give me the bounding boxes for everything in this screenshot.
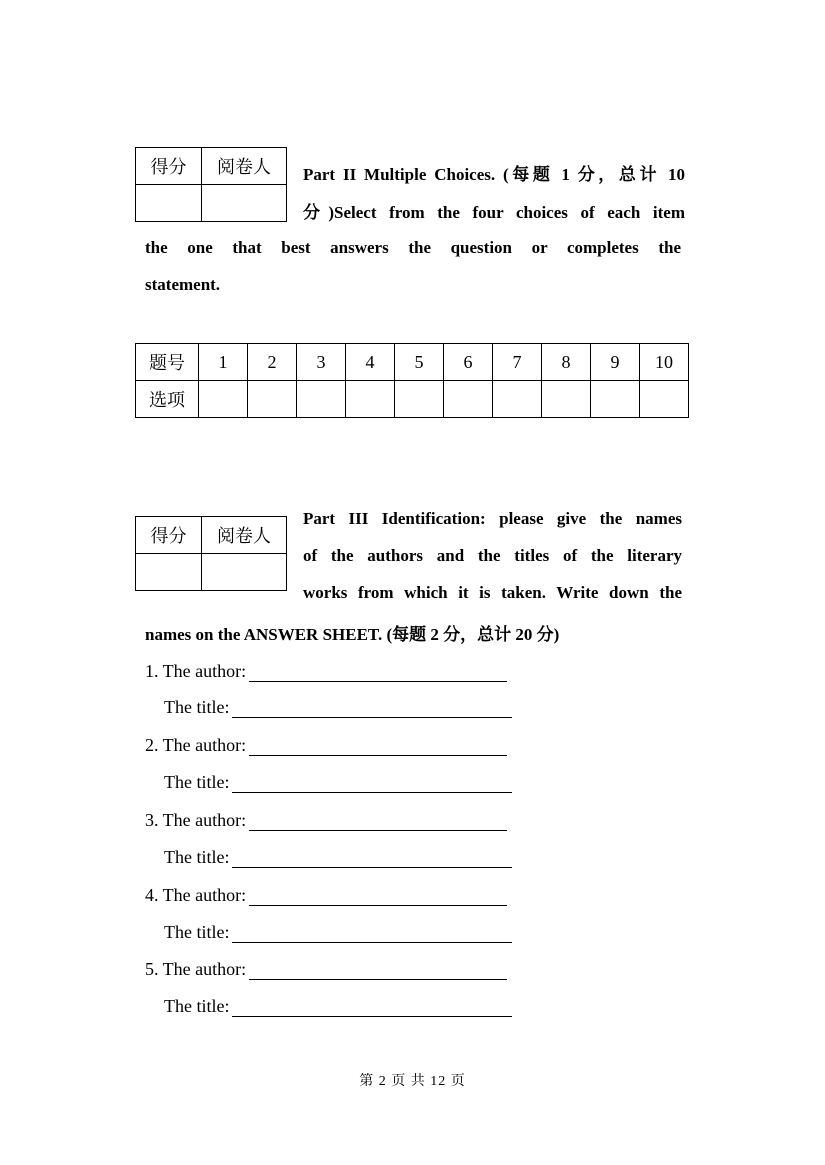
- item-4-title: [164, 922, 512, 943]
- title-answer-blank[interactable]: [232, 924, 512, 943]
- question-number: 7: [493, 344, 542, 381]
- answer-cell[interactable]: [395, 381, 444, 418]
- question-number: 3: [297, 344, 346, 381]
- grader-label: 阅卷人: [202, 517, 287, 554]
- question-number: 8: [542, 344, 591, 381]
- title-label: The title:: [164, 847, 230, 867]
- item-5-title: [164, 996, 512, 1017]
- author-label: 5. The author:: [145, 959, 247, 979]
- author-answer-blank[interactable]: [249, 961, 507, 980]
- page-footer: 第 2 页 共 12 页: [359, 1074, 466, 1089]
- question-number: 6: [444, 344, 493, 381]
- question-number: 10: [640, 344, 689, 381]
- part2-score-box: [135, 147, 287, 222]
- question-number: 2: [248, 344, 297, 381]
- title-answer-blank[interactable]: [232, 774, 512, 793]
- author-label: 3. The author:: [145, 810, 247, 830]
- item-2-title: [164, 772, 512, 793]
- author-answer-blank[interactable]: [249, 887, 507, 906]
- author-label: 2. The author:: [145, 735, 247, 755]
- part3-heading-line4: names on the ANSWER SHEET. (每题 2 分，总计 20 分): [145, 625, 560, 644]
- part2-heading-line1: Part II Multiple Choices. (每题 1 分，总计 10: [303, 165, 685, 184]
- author-answer-blank[interactable]: [249, 663, 507, 682]
- answer-cell[interactable]: [493, 381, 542, 418]
- question-number: 1: [199, 344, 248, 381]
- title-label: The title:: [164, 697, 230, 717]
- answer-cell[interactable]: [297, 381, 346, 418]
- title-label: The title:: [164, 996, 230, 1016]
- part2-heading-line2: 分)Select from the four choices of each item: [303, 203, 685, 222]
- grader-cell[interactable]: [202, 185, 287, 222]
- question-number: 5: [395, 344, 444, 381]
- author-answer-blank[interactable]: [249, 812, 507, 831]
- answer-row: [136, 381, 689, 418]
- question-number-row: [136, 344, 689, 381]
- answer-cell[interactable]: [591, 381, 640, 418]
- part3-heading-line1: Part III Identification: please give the names: [303, 509, 682, 528]
- part3-score-box: [135, 516, 287, 591]
- grader-label: 阅卷人: [202, 148, 287, 185]
- item-1-title: [164, 697, 512, 718]
- answer-cell[interactable]: [248, 381, 297, 418]
- answer-cell[interactable]: [199, 381, 248, 418]
- score-label: 得分: [136, 517, 202, 554]
- item-5-author: [145, 959, 507, 980]
- item-4-author: [145, 885, 507, 906]
- title-label: The title:: [164, 772, 230, 792]
- answer-cell[interactable]: [640, 381, 689, 418]
- answer-cell[interactable]: [444, 381, 493, 418]
- score-cell[interactable]: [136, 554, 202, 591]
- item-3-author: [145, 810, 507, 831]
- item-1-author: [145, 661, 507, 682]
- title-answer-blank[interactable]: [232, 998, 512, 1017]
- question-number: 4: [346, 344, 395, 381]
- title-answer-blank[interactable]: [232, 699, 512, 718]
- part2-heading-line4: statement.: [145, 275, 221, 294]
- grader-cell[interactable]: [202, 554, 287, 591]
- title-label: The title:: [164, 922, 230, 942]
- part3-heading-line2: of the authors and the titles of the literary: [303, 546, 682, 565]
- item-2-author: [145, 735, 507, 756]
- question-number: 9: [591, 344, 640, 381]
- score-cell[interactable]: [136, 185, 202, 222]
- author-label: 4. The author:: [145, 885, 247, 905]
- author-label: 1. The author:: [145, 661, 247, 681]
- answer-cell[interactable]: [542, 381, 591, 418]
- score-label: 得分: [136, 148, 202, 185]
- title-answer-blank[interactable]: [232, 849, 512, 868]
- author-answer-blank[interactable]: [249, 737, 507, 756]
- answer-table: [135, 343, 689, 418]
- question-number-header: 题号: [136, 344, 199, 381]
- part3-heading-line3: works from which it is taken. Write down the: [303, 583, 682, 602]
- answer-row-header: 选项: [136, 381, 199, 418]
- part2-heading-line3: the one that best answers the question or completes the: [145, 238, 681, 257]
- item-3-title: [164, 847, 512, 868]
- answer-cell[interactable]: [346, 381, 395, 418]
